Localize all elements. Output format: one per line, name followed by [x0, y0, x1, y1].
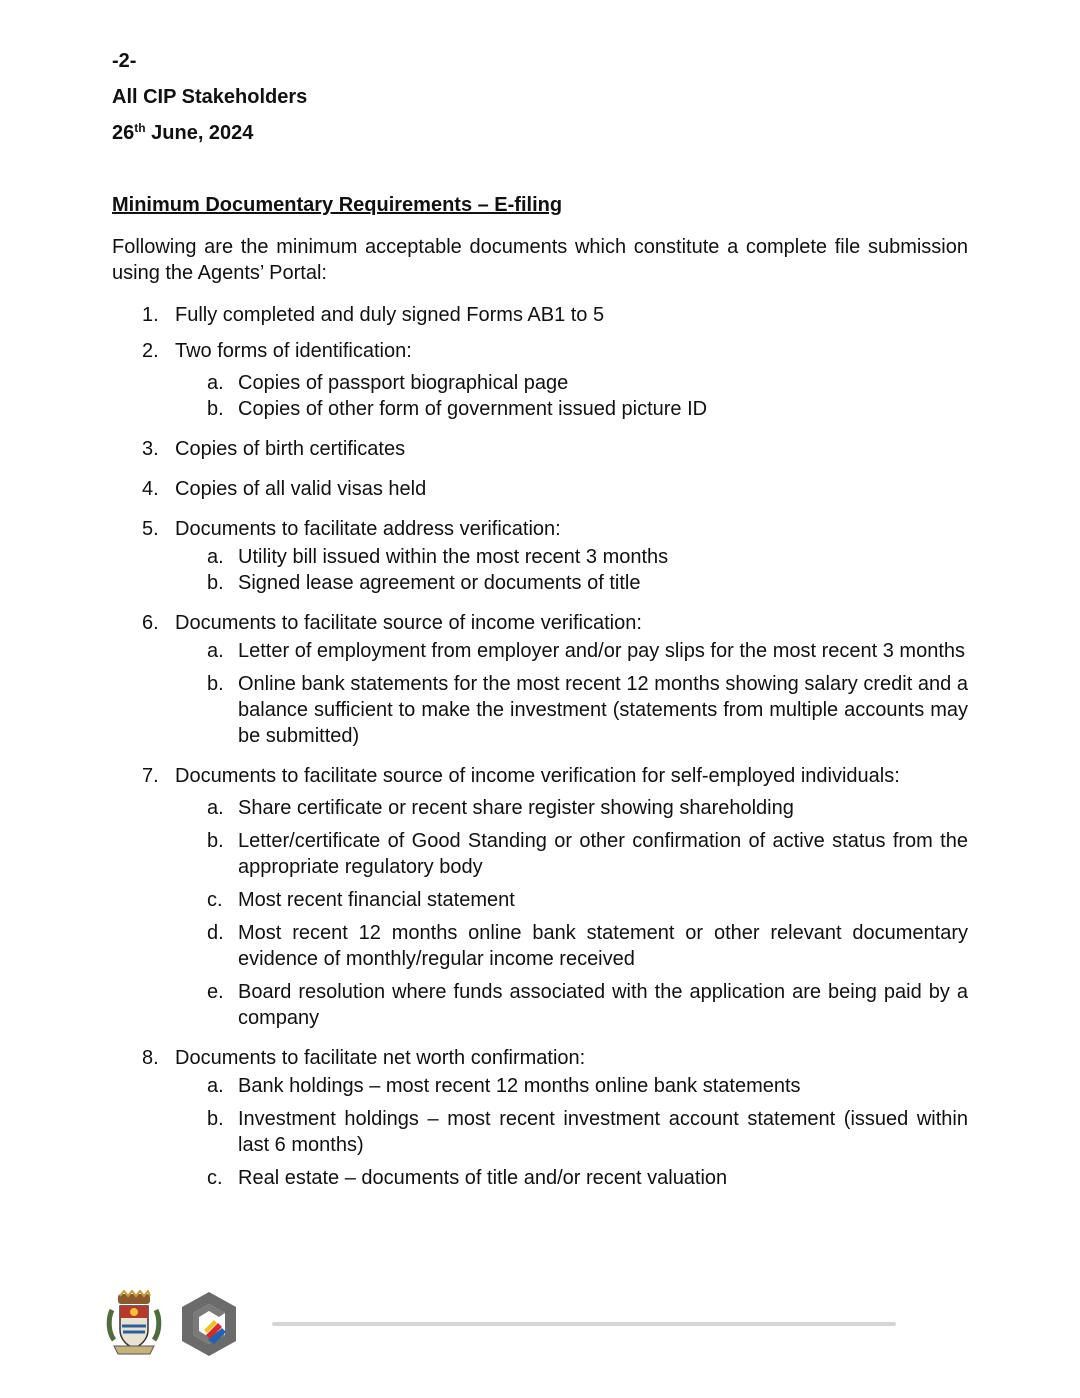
item-number: 2. [142, 340, 159, 362]
sub-item-text: Most recent financial statement [238, 889, 515, 911]
sub-item [175, 887, 968, 913]
page-number: -2- [112, 50, 137, 72]
page-footer [0, 1288, 1080, 1368]
date-rest: June, 2024 [145, 122, 254, 144]
sub-item-letter: b. [207, 398, 224, 420]
sub-item-letter: b. [207, 1108, 224, 1130]
sub-item-letter: c. [207, 889, 223, 911]
item-number: 5. [142, 518, 159, 540]
sub-item-text: Letter/certificate of Good Standing or other confirmation of active status from the appropriate regulatory body [238, 830, 968, 878]
sub-item [175, 795, 968, 821]
sub-item [175, 396, 968, 422]
sub-item-letter: b. [207, 572, 224, 594]
list-item [112, 610, 968, 749]
sub-item [175, 570, 968, 596]
sub-item-text: Letter of employment from employer and/or pay slips for the most recent 3 months [238, 640, 965, 662]
requirements-list [112, 302, 968, 1191]
item-text: Documents to facilitate source of income verification: [175, 612, 642, 634]
coat-of-arms-icon [106, 1290, 162, 1358]
sub-item-letter: a. [207, 640, 224, 662]
sub-list [175, 1073, 968, 1191]
sub-item-text: Utility bill issued within the most recent 3 months [238, 546, 669, 568]
item-text: Documents to facilitate address verification: [175, 518, 561, 540]
sub-item-letter: a. [207, 797, 224, 819]
date-line [112, 120, 968, 146]
sub-item [175, 979, 968, 1031]
sub-item [175, 370, 968, 396]
sub-item-letter: b. [207, 830, 224, 852]
sub-item-text: Bank holdings – most recent 12 months online bank statements [238, 1075, 801, 1097]
sub-item-text: Online bank statements for the most recent 12 months showing salary credit and a balance sufficient to make the investment (statements from multiple accounts may be submitted) [238, 673, 968, 747]
item-number: 3. [142, 438, 159, 460]
item-text: Copies of birth certificates [175, 438, 406, 460]
sub-list [175, 544, 968, 596]
list-item [112, 476, 968, 502]
footer-divider [272, 1322, 896, 1326]
intro-paragraph: Following are the minimum acceptable documents which constitute a complete file submission using the Agents’ Portal: [112, 236, 968, 284]
sub-item [175, 1073, 968, 1099]
sub-item-text: Copies of passport biographical page [238, 372, 569, 394]
document-page [112, 48, 968, 1201]
sub-item [175, 828, 968, 880]
item-text: Two forms of identification: [175, 340, 412, 362]
sub-item-letter: b. [207, 673, 224, 695]
item-number: 4. [142, 478, 159, 500]
item-text: Fully completed and duly signed Forms AB1 to 5 [175, 304, 605, 326]
sub-item [175, 671, 968, 749]
list-item [112, 1045, 968, 1191]
date-day: 26 [112, 122, 135, 144]
recipient-line: All CIP Stakeholders [112, 86, 308, 108]
section-title: Minimum Documentary Requirements – E-filing [112, 194, 563, 216]
list-item [112, 516, 968, 596]
list-item [112, 436, 968, 462]
sub-item [175, 544, 968, 570]
sub-item-text: Real estate – documents of title and/or recent valuation [238, 1167, 728, 1189]
sub-item-text: Copies of other form of government issued picture ID [238, 398, 708, 420]
item-number: 7. [142, 765, 159, 787]
sub-item-text: Board resolution where funds associated with the application are being paid by a company [238, 981, 968, 1029]
item-number: 6. [142, 612, 159, 634]
sub-item [175, 920, 968, 972]
sub-item [175, 638, 968, 664]
sub-item-text: Investment holdings – most recent investment account statement (issued within last 6 months) [238, 1108, 968, 1156]
date-suffix: th [134, 121, 146, 135]
sub-item-letter: d. [207, 922, 224, 944]
item-text: Copies of all valid visas held [175, 478, 427, 500]
list-item [112, 763, 968, 1031]
cip-logo-icon [178, 1290, 240, 1358]
sub-item-text: Most recent 12 months online bank statement or other relevant documentary evidence of monthly/regular income received [238, 922, 968, 970]
sub-item-letter: c. [207, 1167, 223, 1189]
sub-list [175, 795, 968, 1031]
item-text: Documents to facilitate source of income verification for self-employed individuals: [175, 765, 900, 787]
item-number: 1. [142, 304, 159, 326]
sub-item-letter: a. [207, 1075, 224, 1097]
sub-item [175, 1106, 968, 1158]
list-item [112, 338, 968, 422]
sub-item-text: Signed lease agreement or documents of title [238, 572, 641, 594]
sub-item-letter: a. [207, 546, 224, 568]
list-item [112, 302, 968, 328]
sub-item-letter: a. [207, 372, 224, 394]
sub-list [175, 370, 968, 422]
item-text: Documents to facilitate net worth confirmation: [175, 1047, 586, 1069]
sub-item-letter: e. [207, 981, 224, 1003]
sub-item-text: Share certificate or recent share register showing shareholding [238, 797, 794, 819]
item-number: 8. [142, 1047, 159, 1069]
sub-item [175, 1165, 968, 1191]
sub-list [175, 638, 968, 749]
